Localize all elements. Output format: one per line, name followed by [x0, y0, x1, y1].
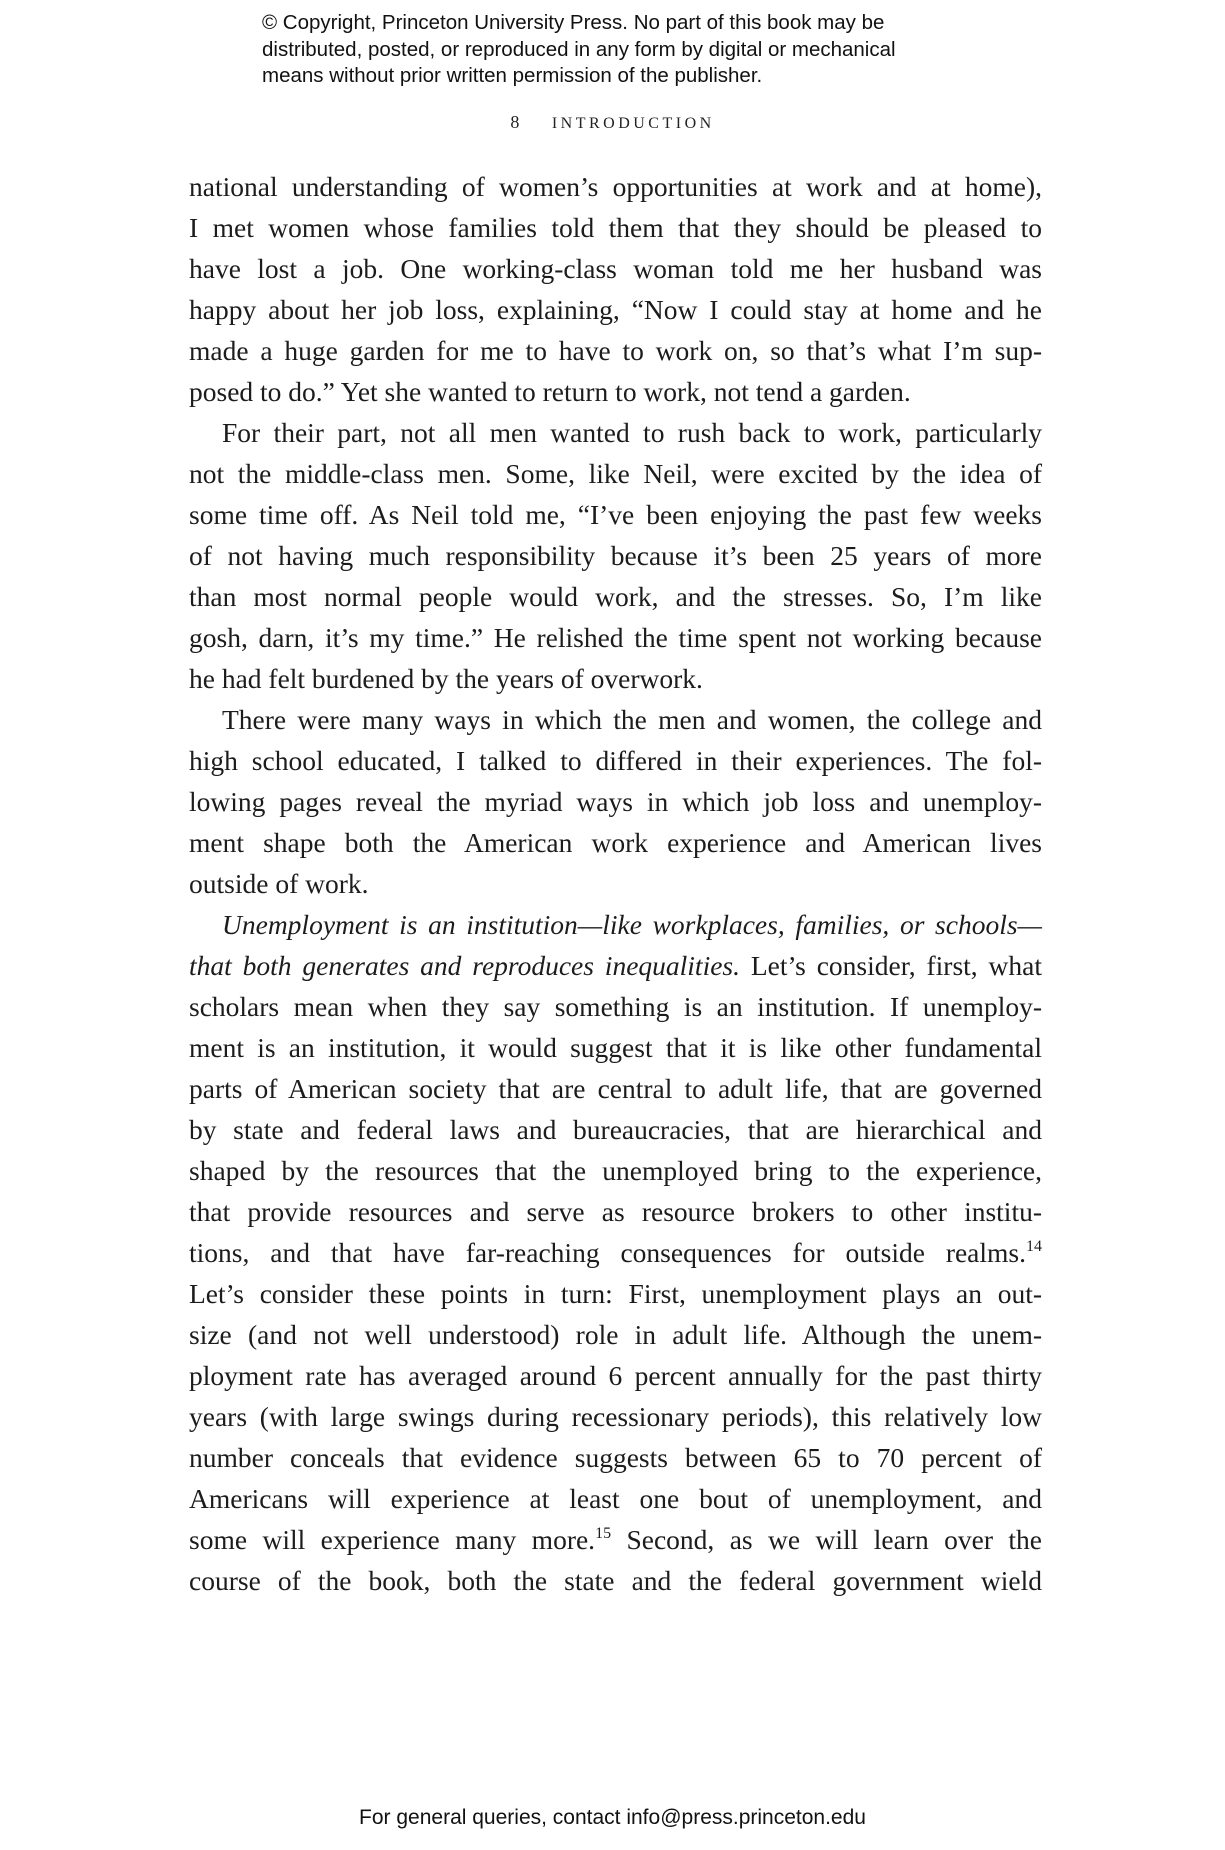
text-span: Second, as we will learn over the — [611, 1524, 1042, 1555]
text-line: gosh, darn, it’s my time.” He relished the time spent not working because — [189, 622, 1042, 653]
text-line: Let’s consider these points in turn: First, unemployment plays an out- — [189, 1278, 1042, 1309]
text-line: national understanding of women’s opportunities at work and at home), — [189, 171, 1042, 202]
text-line: course of the book, both the state and the federal government wield — [189, 1565, 1042, 1596]
text-line: some time off. As Neil told me, “I’ve been enjoying the past few weeks — [189, 499, 1042, 530]
text-line: of not having much responsibility because it’s been 25 years of more — [189, 540, 1042, 571]
footnote-ref: 15 — [595, 1525, 612, 1542]
text-line: parts of American society that are central to adult life, that are governed — [189, 1073, 1042, 1104]
text-span: Let’s consider, first, what — [740, 950, 1042, 981]
paragraph-start: There were many ways in which the men and women, the college and — [222, 704, 1042, 735]
text-line: by state and federal laws and bureaucracies, that are hierarchical and — [189, 1114, 1042, 1145]
text-line: number conceals that evidence suggests between 65 to 70 percent of — [189, 1442, 1042, 1473]
text-line: size (and not well understood) role in adult life. Although the unem- — [189, 1319, 1042, 1350]
text-line — [189, 1232, 1042, 1273]
text-line — [189, 1519, 1042, 1560]
paragraph-start — [189, 904, 1042, 945]
text-line: I met women whose families told them that they should be pleased to — [189, 212, 1042, 243]
text-line: shaped by the resources that the unemployed bring to the experience, — [189, 1155, 1042, 1186]
copyright-line: distributed, posted, or reproduced in any form by digital or mechanical — [262, 37, 896, 61]
copyright-line: means without prior written permission of the publisher. — [262, 64, 763, 87]
text-span: tions, and that have far-reaching consequences for outside realms. — [189, 1237, 1026, 1268]
text-line: ment shape both the American work experience and American lives — [189, 827, 1042, 858]
text-line: happy about her job loss, explaining, “Now I could stay at home and he — [189, 294, 1042, 325]
text-line: ployment rate has averaged around 6 percent annually for the past thirty — [189, 1360, 1042, 1391]
text-line: posed to do.” Yet she wanted to return to work, not tend a garden. — [189, 376, 911, 407]
text-line: years (with large swings during recessionary periods), this relatively low — [189, 1401, 1042, 1432]
text-line: made a huge garden for me to have to work on, so that’s what I’m sup- — [189, 335, 1042, 366]
text-span: some will experience many more. — [189, 1524, 596, 1555]
italic-thesis: Unemployment is an institution—like workplaces, families, or schools— — [222, 909, 1042, 940]
text-line: lowing pages reveal the myriad ways in which job loss and unemploy- — [189, 786, 1042, 817]
page-number: 8 — [510, 112, 523, 132]
text-line: Americans will experience at least one bout of unemployment, and — [189, 1483, 1042, 1514]
text-line — [189, 945, 1042, 986]
text-line: outside of work. — [189, 868, 369, 899]
running-head — [0, 112, 1225, 133]
italic-thesis: that both generates and reproduces inequalities. — [189, 950, 740, 981]
body-text — [189, 166, 1042, 1601]
footer-contact: For general queries, contact info@press.princeton.edu — [359, 1806, 866, 1829]
text-line: that provide resources and serve as resource brokers to other institu- — [189, 1196, 1042, 1227]
text-line: ment is an institution, it would suggest that it is like other fundamental — [189, 1032, 1042, 1063]
copyright-notice — [262, 10, 1022, 90]
copyright-line: © Copyright, Princeton University Press. No part of this book may be — [262, 11, 885, 34]
paragraph-start: For their part, not all men wanted to rush back to work, particularly — [222, 417, 1042, 448]
text-line: than most normal people would work, and the stresses. So, I’m like — [189, 581, 1042, 612]
footnote-ref: 14 — [1026, 1238, 1042, 1255]
text-line: have lost a job. One working-class woman told me her husband was — [189, 253, 1042, 284]
text-line: not the middle-class men. Some, like Neil, were excited by the idea of — [189, 458, 1042, 489]
text-line: scholars mean when they say something is an institution. If unemploy- — [189, 991, 1042, 1022]
section-title: INTRODUCTION — [551, 115, 715, 132]
text-line: high school educated, I talked to differed in their experiences. The fol- — [189, 745, 1042, 776]
text-line: he had felt burdened by the years of overwork. — [189, 663, 703, 694]
